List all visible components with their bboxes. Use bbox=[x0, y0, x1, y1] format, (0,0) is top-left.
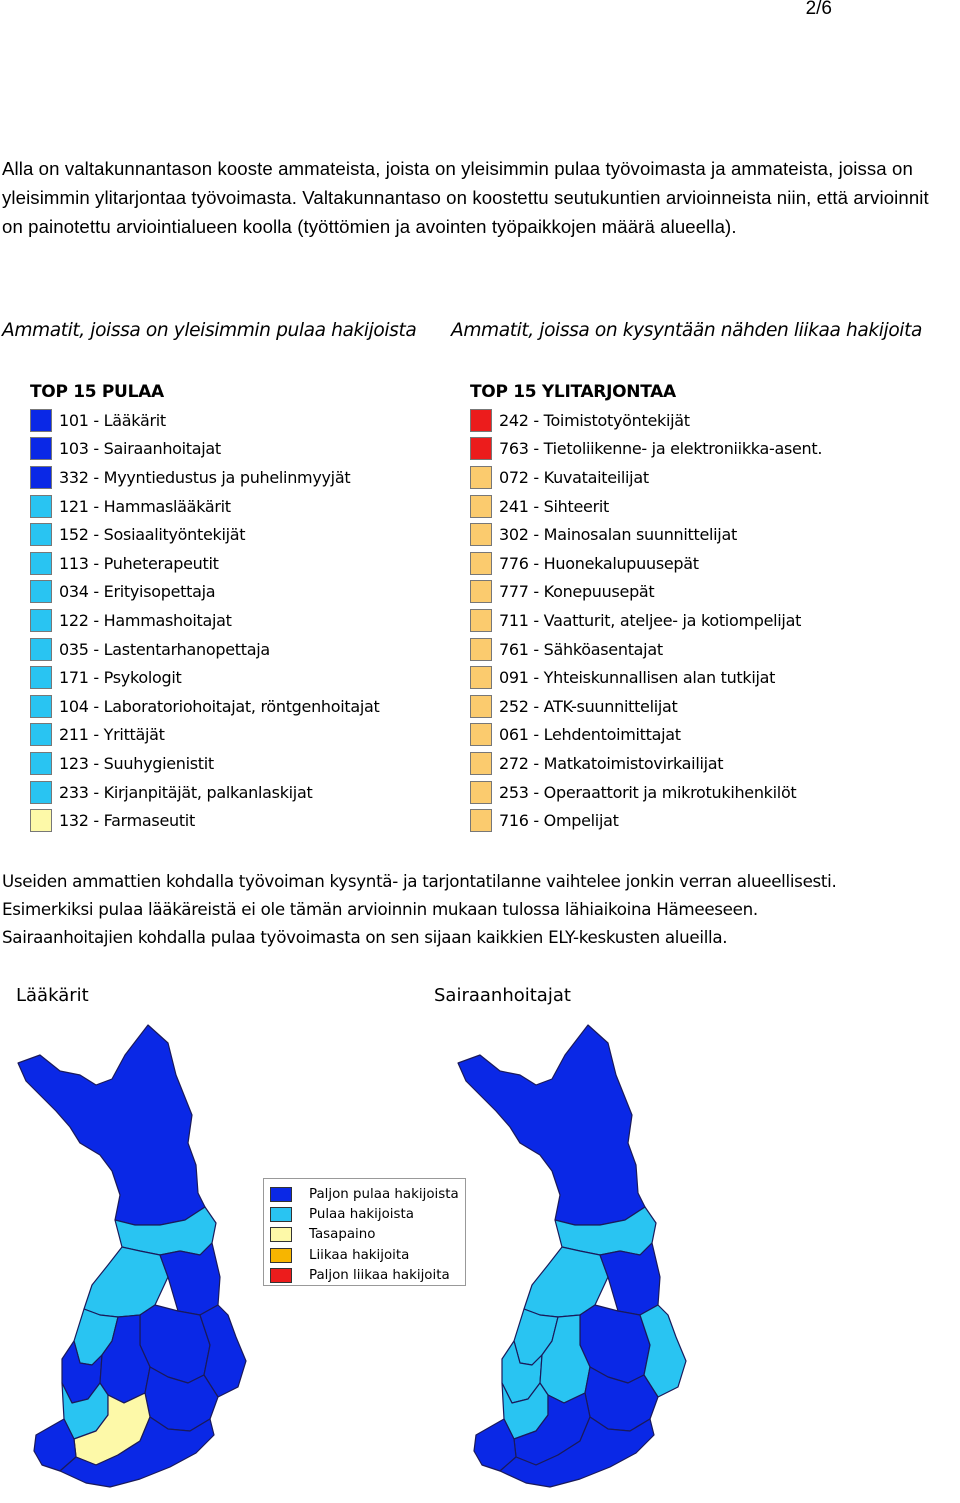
shortage-item-label: 332 - Myyntiedustus ja puhelinmyyjät bbox=[59, 467, 351, 487]
top15-shortage-title: TOP 15 PULAA bbox=[30, 382, 164, 402]
shortage-item-label: 123 - Suuhygienistit bbox=[59, 753, 214, 773]
color-swatch bbox=[470, 552, 492, 575]
surplus-item bbox=[470, 406, 822, 435]
shortage-item bbox=[30, 749, 380, 778]
regional-line-2: Esimerkiksi pulaa lääkäreistä ei ole tämän arvioinnin mukaan tulossa lähiaikoina Hämeeseen. bbox=[2, 899, 758, 919]
legend-swatch bbox=[270, 1248, 292, 1263]
surplus-item bbox=[470, 749, 822, 778]
surplus-item-label: 761 - Sähköasentajat bbox=[499, 639, 663, 659]
top15-surplus-list bbox=[470, 382, 822, 835]
surplus-item bbox=[470, 606, 822, 635]
caption-shortage: Ammatit, joissa on yleisimmin pulaa hakijoista bbox=[2, 320, 417, 341]
shortage-item-label: 035 - Lastentarhanopettaja bbox=[59, 639, 270, 659]
legend-label: Tasapaino bbox=[309, 1227, 376, 1243]
legend-swatch bbox=[270, 1227, 292, 1242]
shortage-item-label: 233 - Kirjanpitäjät, palkanlaskijat bbox=[59, 782, 313, 802]
surplus-item-label: 252 - ATK-suunnittelijat bbox=[499, 696, 678, 716]
top15-shortage-list bbox=[30, 382, 380, 835]
surplus-item-label: 763 - Tietoliikenne- ja elektroniikka-asent. bbox=[499, 439, 823, 459]
map-nurses bbox=[440, 1015, 700, 1503]
regional-paragraph bbox=[2, 867, 958, 951]
color-swatch bbox=[470, 609, 492, 632]
surplus-item-label: 272 - Matkatoimistovirkailijat bbox=[499, 753, 724, 773]
page-number: 2/6 bbox=[805, 0, 832, 19]
color-swatch bbox=[470, 695, 492, 718]
legend-item bbox=[270, 1225, 459, 1245]
region-kainuu bbox=[160, 1243, 220, 1315]
top15-surplus-title: TOP 15 YLITARJONTAA bbox=[470, 382, 676, 402]
shortage-item bbox=[30, 520, 380, 549]
shortage-item bbox=[30, 806, 380, 835]
shortage-item-label: 122 - Hammashoitajat bbox=[59, 610, 232, 630]
surplus-item-label: 242 - Toimistotyöntekijät bbox=[499, 410, 690, 430]
shortage-item-label: 101 - Lääkärit bbox=[59, 410, 166, 430]
shortage-item-label: 103 - Sairaanhoitajat bbox=[59, 439, 221, 459]
color-swatch bbox=[30, 809, 52, 832]
color-swatch bbox=[30, 552, 52, 575]
color-swatch bbox=[30, 666, 52, 689]
shortage-item bbox=[30, 578, 380, 607]
color-swatch bbox=[30, 609, 52, 632]
surplus-item-label: 072 - Kuvataiteilijat bbox=[499, 467, 649, 487]
shortage-item bbox=[30, 435, 380, 464]
shortage-item bbox=[30, 635, 380, 664]
region-lapland bbox=[18, 1025, 205, 1225]
shortage-item bbox=[30, 663, 380, 692]
shortage-item-label: 104 - Laboratoriohoitajat, röntgenhoitajat bbox=[59, 696, 380, 716]
surplus-item-label: 776 - Huonekalupuusepät bbox=[499, 553, 699, 573]
color-swatch bbox=[470, 466, 492, 489]
color-swatch bbox=[470, 809, 492, 832]
surplus-item bbox=[470, 692, 822, 721]
intro-paragraph: Alla on valtakunnantason kooste ammateista, joista on yleisimmin pulaa työvoimasta ja ammateista, joissa on yleisimmin ylitarjontaa työvoimasta. Valtakunnantaso on koostettu seutukuntien arvioinneista niin, että arvioinnit on painotettu arviointialueen koolla (työttömien ja avointen työpaikkojen määrä alueella). bbox=[2, 158, 929, 237]
surplus-item bbox=[470, 549, 822, 578]
shortage-item-label: 121 - Hammaslääkärit bbox=[59, 496, 231, 516]
map-label-nurses: Sairaanhoitajat bbox=[434, 985, 571, 1006]
color-swatch bbox=[470, 523, 492, 546]
legend-swatch bbox=[270, 1187, 292, 1202]
shortage-item bbox=[30, 406, 380, 435]
regional-line-3: Sairaanhoitajien kohdalla pulaa työvoimasta on sen sijaan kaikkien ELY-keskusten alueilla. bbox=[2, 927, 728, 947]
shortage-item-label: 034 - Erityisopettaja bbox=[59, 582, 216, 602]
color-swatch bbox=[30, 523, 52, 546]
color-swatch bbox=[30, 781, 52, 804]
surplus-item bbox=[470, 492, 822, 521]
color-swatch bbox=[470, 666, 492, 689]
legend-swatch bbox=[270, 1207, 292, 1222]
legend-item bbox=[270, 1184, 459, 1204]
surplus-item bbox=[470, 635, 822, 664]
color-swatch bbox=[470, 752, 492, 775]
shortage-item bbox=[30, 549, 380, 578]
shortage-item bbox=[30, 606, 380, 635]
legend-item bbox=[270, 1204, 459, 1224]
legend-label: Pulaa hakijoista bbox=[309, 1206, 414, 1222]
legend-item bbox=[270, 1245, 459, 1265]
surplus-item-label: 302 - Mainosalan suunnittelijat bbox=[499, 525, 737, 545]
region-lapland bbox=[458, 1025, 645, 1225]
surplus-item bbox=[470, 463, 822, 492]
shortage-item-label: 152 - Sosiaalityöntekijät bbox=[59, 525, 246, 545]
color-swatch bbox=[30, 752, 52, 775]
color-swatch bbox=[470, 409, 492, 432]
shortage-item-label: 113 - Puheterapeutit bbox=[59, 553, 219, 573]
color-swatch bbox=[470, 723, 492, 746]
shortage-item-label: 132 - Farmaseutit bbox=[59, 811, 195, 831]
surplus-item-label: 091 - Yhteiskunnallisen alan tutkijat bbox=[499, 668, 776, 688]
shortage-item-label: 171 - Psykologit bbox=[59, 668, 182, 688]
legend-swatch bbox=[270, 1268, 292, 1283]
map-legend bbox=[263, 1178, 466, 1286]
surplus-item bbox=[470, 663, 822, 692]
regional-line-1: Useiden ammattien kohdalla työvoiman kysyntä- ja tarjontatilanne vaihtelee jonkin verran alueellisesti. bbox=[2, 871, 837, 891]
surplus-item bbox=[470, 520, 822, 549]
caption-surplus: Ammatit, joissa on kysyntään nähden liikaa hakijoita bbox=[451, 320, 922, 341]
color-swatch bbox=[30, 495, 52, 518]
surplus-item-label: 777 - Konepuusepät bbox=[499, 582, 655, 602]
color-swatch bbox=[30, 695, 52, 718]
shortage-item bbox=[30, 778, 380, 807]
surplus-item-label: 253 - Operaattorit ja mikrotukihenkilöt bbox=[499, 782, 797, 802]
color-swatch bbox=[30, 580, 52, 603]
surplus-item-label: 061 - Lehdentoimittajat bbox=[499, 725, 681, 745]
color-swatch bbox=[470, 580, 492, 603]
color-swatch bbox=[30, 638, 52, 661]
legend-label: Paljon pulaa hakijoista bbox=[309, 1186, 459, 1202]
shortage-item bbox=[30, 721, 380, 750]
shortage-item bbox=[30, 492, 380, 521]
shortage-item bbox=[30, 463, 380, 492]
color-swatch bbox=[470, 437, 492, 460]
legend-label: Paljon liikaa hakijoita bbox=[309, 1267, 450, 1283]
color-swatch bbox=[470, 781, 492, 804]
surplus-item bbox=[470, 435, 822, 464]
color-swatch bbox=[30, 723, 52, 746]
legend-label: Liikaa hakijoita bbox=[309, 1247, 410, 1263]
surplus-item bbox=[470, 578, 822, 607]
color-swatch bbox=[30, 437, 52, 460]
surplus-item bbox=[470, 778, 822, 807]
map-doctors bbox=[0, 1015, 260, 1503]
surplus-item-label: 241 - Sihteerit bbox=[499, 496, 609, 516]
surplus-item bbox=[470, 806, 822, 835]
color-swatch bbox=[470, 495, 492, 518]
region-kainuu bbox=[600, 1243, 660, 1315]
color-swatch bbox=[30, 466, 52, 489]
color-swatch bbox=[30, 409, 52, 432]
surplus-item-label: 716 - Ompelijat bbox=[499, 811, 619, 831]
shortage-item-label: 211 - Yrittäjät bbox=[59, 725, 165, 745]
map-label-doctors: Lääkärit bbox=[16, 985, 89, 1006]
surplus-item bbox=[470, 721, 822, 750]
shortage-item bbox=[30, 692, 380, 721]
legend-item bbox=[270, 1265, 459, 1285]
color-swatch bbox=[470, 638, 492, 661]
surplus-item-label: 711 - Vaatturit, ateljee- ja kotiompelijat bbox=[499, 610, 802, 630]
